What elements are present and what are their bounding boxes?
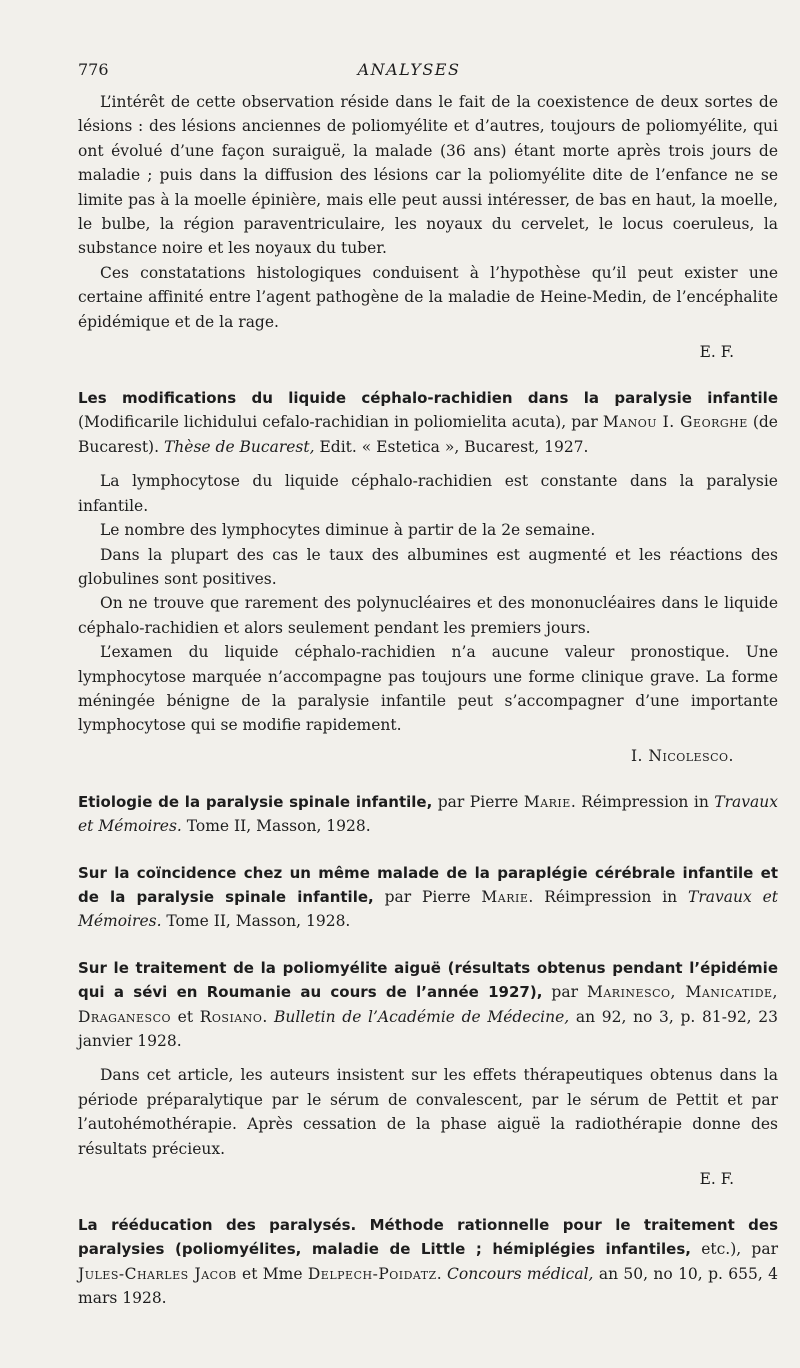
entry-5-subtitle: (poliomyélites, maladie de Little ; hémiplégies infantiles, — [164, 1240, 691, 1259]
entry-1-paragraph-3: Dans la plupart des cas le taux des albumines est augmenté et les réactions des globulines sont positives. — [78, 545, 778, 588]
entry-1-source-details: Edit. « Estetica », Bucarest, 1927. — [314, 437, 589, 456]
entry-2-source-details: Tome II, Masson, 1928. — [181, 817, 371, 836]
entry-3-author: Marie — [481, 887, 529, 906]
entry-3-source-details: Tome II, Masson, 1928. — [161, 912, 351, 931]
entry-5-co-author: Delpech-Poidatz — [307, 1264, 437, 1283]
review-entry-4 — [78, 956, 778, 1191]
entry-4-summary — [78, 1063, 778, 1161]
entry-4-signature: E. F. — [699, 1170, 734, 1189]
entry-1-summary — [78, 469, 778, 737]
entry-2-by: par Pierre — [432, 792, 524, 811]
page-number: 776 — [78, 60, 109, 79]
entry-2-reprint: . Réimpression in — [570, 792, 715, 811]
entry-1-paragraph-2: Le nombre des lymphocytes diminue à partir de la 2e semaine. — [100, 521, 596, 540]
entry-4-citation — [78, 956, 778, 1054]
intro-paragraph-2: Ces constatations histologiques conduisent à l’hypothèse qu’il peut exister une certaine affinité entre l’agent pathogène de la maladie de Heine-Medin, de l’encéphalite épidémique et de la rage. — [78, 263, 778, 331]
entry-1-place: (de Bucarest). — [78, 413, 778, 456]
entry-5-etc: etc.), par — [690, 1240, 778, 1259]
review-entry-3 — [78, 861, 778, 934]
running-head: ANALYSES — [357, 60, 461, 79]
entry-5-author: Jules-Charles Jacob — [78, 1264, 237, 1283]
entry-4-and: et — [171, 1007, 200, 1026]
entry-3-reprint: . Réimpression in — [528, 887, 689, 906]
entry-1-paragraph-4: On ne trouve que rarement des polynucléaires et des mononucléaires dans le liquide céphalo-rachidien et alors seulement pendant les premiers jours. — [78, 594, 778, 637]
entry-5-source-details: an 50, no 10, p. 655, 4 mars 1928. — [78, 1264, 778, 1308]
review-entry-5 — [78, 1213, 778, 1311]
entry-4-subtitle: (résultats obtenus pendant l’épidémie qui a sévi en Roumanie au cours de l’année 1927), — [78, 958, 778, 1002]
entry-3-citation — [78, 861, 778, 934]
entry-4-by: par — [542, 983, 587, 1002]
intro-signature: E. F. — [699, 343, 734, 362]
entry-5-citation — [78, 1213, 778, 1311]
entry-1-author: Manou I. Georghe — [602, 413, 748, 432]
entry-4-title: Sur le traitement de la poliomyélite aiguë — [78, 958, 441, 977]
entry-2-title: Etiologie de la paralysie spinale infantile, — [78, 792, 433, 811]
entry-5-dot: . — [436, 1264, 448, 1283]
entry-5-and: et Mme — [236, 1264, 308, 1283]
entry-1-citation — [78, 386, 778, 459]
entry-1-signature: I. Nicolesco. — [630, 746, 734, 765]
entry-1-paragraph-1: La lymphocytose du liquide céphalo-rachidien est constante dans la paralysie infantile. — [78, 472, 778, 515]
entry-4-dot: . — [262, 1007, 274, 1026]
entry-1-subtitle: (Modificarile lichidului cefalo-rachidian in poliomielita acuta), par — [78, 413, 603, 432]
review-entry-1 — [78, 386, 778, 768]
entry-1-paragraph-5: L’examen du liquide céphalo-rachidien n’a aucune valeur pronostique. Une lymphocytose marquée n’accompagne pas toujours une forme clinique grave. La forme méningée bénigne de la paralysie infantile peut s’accompagner d’une importante lymphocytose qui se modifie rapidement. — [78, 643, 778, 735]
entry-5-title: La rééducation des paralysés. Méthode rationnelle pour le traitement des paralysies — [78, 1216, 778, 1259]
entry-3-title: Sur la coïncidence chez un même malade de la paraplégie cérébrale infantile et de la paralysie spinale infantile, — [78, 863, 778, 906]
entry-4-authors: Marinesco, Manicatide, Draganesco — [78, 983, 778, 1026]
entry-5-source: Concours médical, — [447, 1264, 594, 1283]
entry-4-source: Bulletin de l’Académie de Médecine, — [273, 1007, 570, 1026]
entry-2-source: Travaux et Mémoires. — [78, 792, 778, 836]
entry-3-by: par Pierre — [373, 887, 482, 906]
intro-paragraph-1: L’intérêt de cette observation réside dans le fait de la coexistence de deux sortes de lésions : des lésions anciennes de poliomyélite et d’autres, toujours de poliomyélite, qui ont évolué d’une façon suraiguë, la malade (36 ans) étant morte après trois jours de maladie ; puis dans la diffusion des lésions car la poliomyélite dite de l’enfance ne se limite pas à la moelle épinière, mais elle peut aussi intéresser, de bas en haut, la moelle, le bulbe, la région paraventriculaire, les noyaux du cervelet, le locus coeruleus, la substance noire et les noyaux du tuber. — [78, 93, 778, 258]
entry-4-last-author: Rosiano — [199, 1007, 263, 1026]
entry-2-author: Marie — [523, 792, 571, 811]
page-body — [78, 90, 778, 1311]
entry-1-source: Thèse de Bucarest, — [163, 437, 315, 456]
entry-3-source: Travaux et Mémoires. — [78, 887, 778, 931]
review-entry-2 — [78, 790, 778, 839]
entry-1-title: Les modifications du liquide céphalo-rachidien dans la paralysie infantile — [78, 389, 778, 408]
entry-2-citation — [78, 790, 778, 839]
entry-4-paragraph: Dans cet article, les auteurs insistent sur les effets thérapeutiques obtenus dans la période préparalytique par le sérum de convalescent, par le sérum de Pettit et par l’autohémothérapie. Après cessation de la phase aiguë la radiothérapie donne des résultats précieux. — [78, 1066, 778, 1158]
entry-4-source-details: an 92, no 3, p. 81-92, 23 janvier 1928. — [78, 1007, 778, 1050]
page-header — [78, 60, 740, 84]
